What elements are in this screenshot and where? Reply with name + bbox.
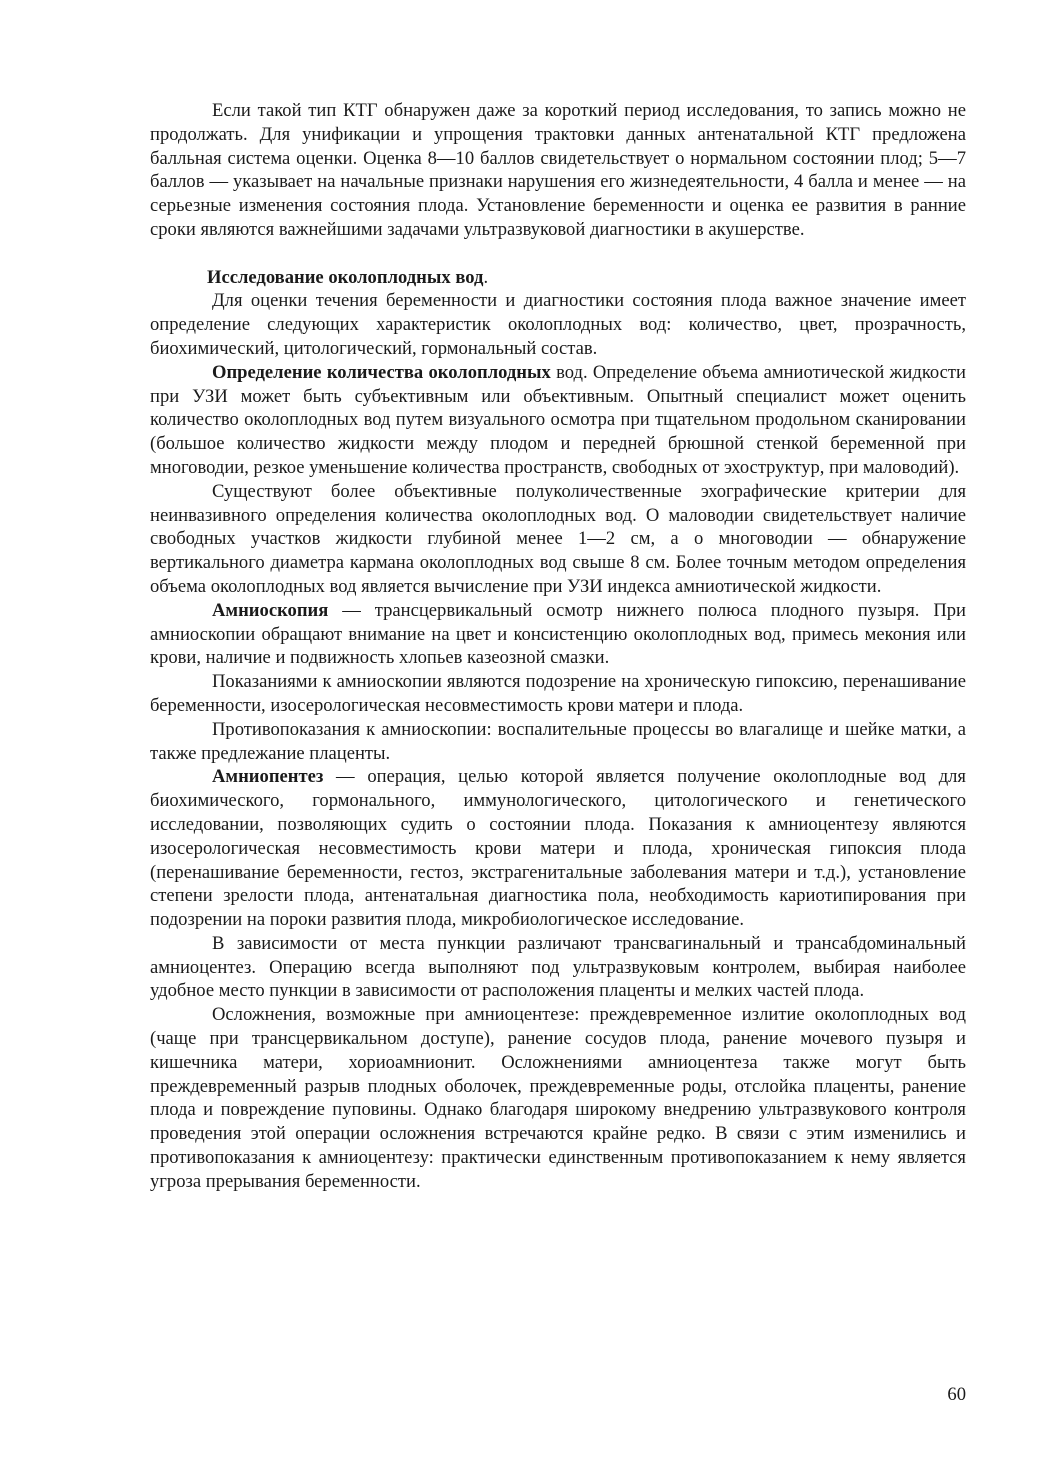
paragraph-bold-lead: Амниоскопия bbox=[212, 599, 329, 621]
paragraph-amnioscopy bbox=[150, 599, 966, 670]
section-heading-punct: . bbox=[483, 266, 489, 288]
paragraph-text: вод. Определение объема амниотической жидкости при УЗИ может быть субъективным или объективным. Опытный специалист может оценить количество околоплодных вод путем визуального осмотра при тщательном продольном сканировании (большое количество жидкости между плодом и передней брюшной стенкой беременной при многоводии, резкое уменьшение количества пространств, свободных от эхоструктур, при маловодий). bbox=[150, 361, 966, 478]
paragraph-text: Если такой тип КТГ обнаружен даже за короткий период исследования, то запись можно не продолжать. Для унификации и упрощения трактовки данных антенатальной КТГ предложена балльная система оценки. Оценка 8—10 баллов свидетельствует о нормальном состоянии плод; 5—7 баллов — указывает на начальные признаки нарушения его жизнедеятельности, 4 балла и менее — на серьезные изменения состояния плода. Установление беременности и оценка ее развития в ранние сроки являются важнейшими задачами ультразвуковой диагностики в акушерстве. bbox=[150, 100, 966, 240]
paragraph-text: Для оценки течения беременности и диагностики состояния плода важное значение имеет определение следующих характеристик околоплодных вод: количество, цвет, прозрачность, биохимический, цитологический, гормональный состав. bbox=[150, 290, 966, 359]
paragraph-text: Показаниями к амниоскопии являются подозрение на хроническую гипоксию, перенашивание беременности, изосерологическая несовместимость крови матери и плода. bbox=[150, 671, 966, 716]
paragraph-text: Существуют более объективные полуколичественные эхографические критерии для неинвазивного определения количества околоплодных вод. О маловодии свидетельствует наличие свободных участков жидкости глубиной менее 1—2 см, а о многоводии — обнаружение вертикального диаметра кармана околоплодных вод свыше 8 см. Более точным методом определения объема околоплодных вод является вычисление при УЗИ индекса амниотической жидкости. bbox=[150, 480, 966, 597]
paragraph-bold-lead: Амниопентез bbox=[212, 766, 324, 788]
paragraph-text: В зависимости от места пункции различают трансвагинальный и трансабдоминальный амниоцентез. Операцию всегда выполняют под ультразвуковым контролем, выбирая наиболее удобное место пункции в зависимости от расположения плаценты и мелких частей плода. bbox=[150, 932, 966, 1002]
section-heading-title: Исследование околоплодных вод bbox=[207, 266, 484, 288]
paragraph-text: — операция, целью которой является получение околоплодные вод для биохимического, гормонального, иммунологического, цитологического и генетического исследовании, позволяющих судить о состоянии плода. Показания к амниоцентезу являются изосерологическая несовместимость крови матери и плода, хроническая гипоксия плода (перенашивание беременности, гестоз, экстрагенитальные заболевания матери и т.д.), установление степени зрелости плода, антенатальная диагностика пола, необходимость кариотипирования при подозрении на пороки развития плода, микробиологическое исследование. bbox=[150, 766, 966, 931]
section-heading-amniotic-fluid bbox=[150, 266, 966, 290]
paragraph-fluid-volume bbox=[150, 361, 966, 480]
paragraph-fluid-characteristics bbox=[150, 289, 966, 360]
paragraph-amnioscopy-contraindications bbox=[150, 718, 966, 766]
paragraph-ktg-scoring bbox=[150, 99, 966, 242]
page-body bbox=[150, 99, 966, 1194]
paragraph-text: — трансцервикальный осмотр нижнего полюса плодного пузыря. При амниоскопии обращают внимание на цвет и консистенцию околоплодных вод, примесь мекония или крови, наличие и подвижность хлопьев казеозной смазки. bbox=[150, 599, 966, 669]
paragraph-complications bbox=[150, 1003, 966, 1193]
paragraph-amniocentesis-types bbox=[150, 932, 966, 1003]
paragraph-text: Противопоказания к амниоскопии: воспалительные процессы во влагалище и шейке матки, а также предлежание плаценты. bbox=[150, 718, 966, 764]
page-number: 60 bbox=[947, 1384, 966, 1405]
paragraph-objective-criteria bbox=[150, 480, 966, 599]
paragraph-text: Осложнения, возможные при амниоцентезе: преждевременное излитие околоплодных вод (чаще при трансцервикальном доступе), ранение сосудов плода, ранение мочевого пузыря и кишечника матери, хориоамнионит. Осложнениями амниоцентеза также могут быть преждевременный разрыв плодных оболочек, преждевременные роды, отслойка плаценты, ранение плода и повреждение пуповины. Однако благодаря широкому внедрению ультразвукового контроля проведения этой операции осложнения встречаются крайне редко. В связи с этим изменились и противопоказания к амниоцентезу: практически единственным противопоказанием к нему является угроза прерывания беременности. bbox=[150, 1004, 966, 1192]
paragraph-amnioscopy-indications bbox=[150, 670, 966, 718]
paragraph-amniocentesis bbox=[150, 765, 966, 932]
paragraph-bold-lead: Определение количества околоплодных bbox=[212, 361, 551, 383]
